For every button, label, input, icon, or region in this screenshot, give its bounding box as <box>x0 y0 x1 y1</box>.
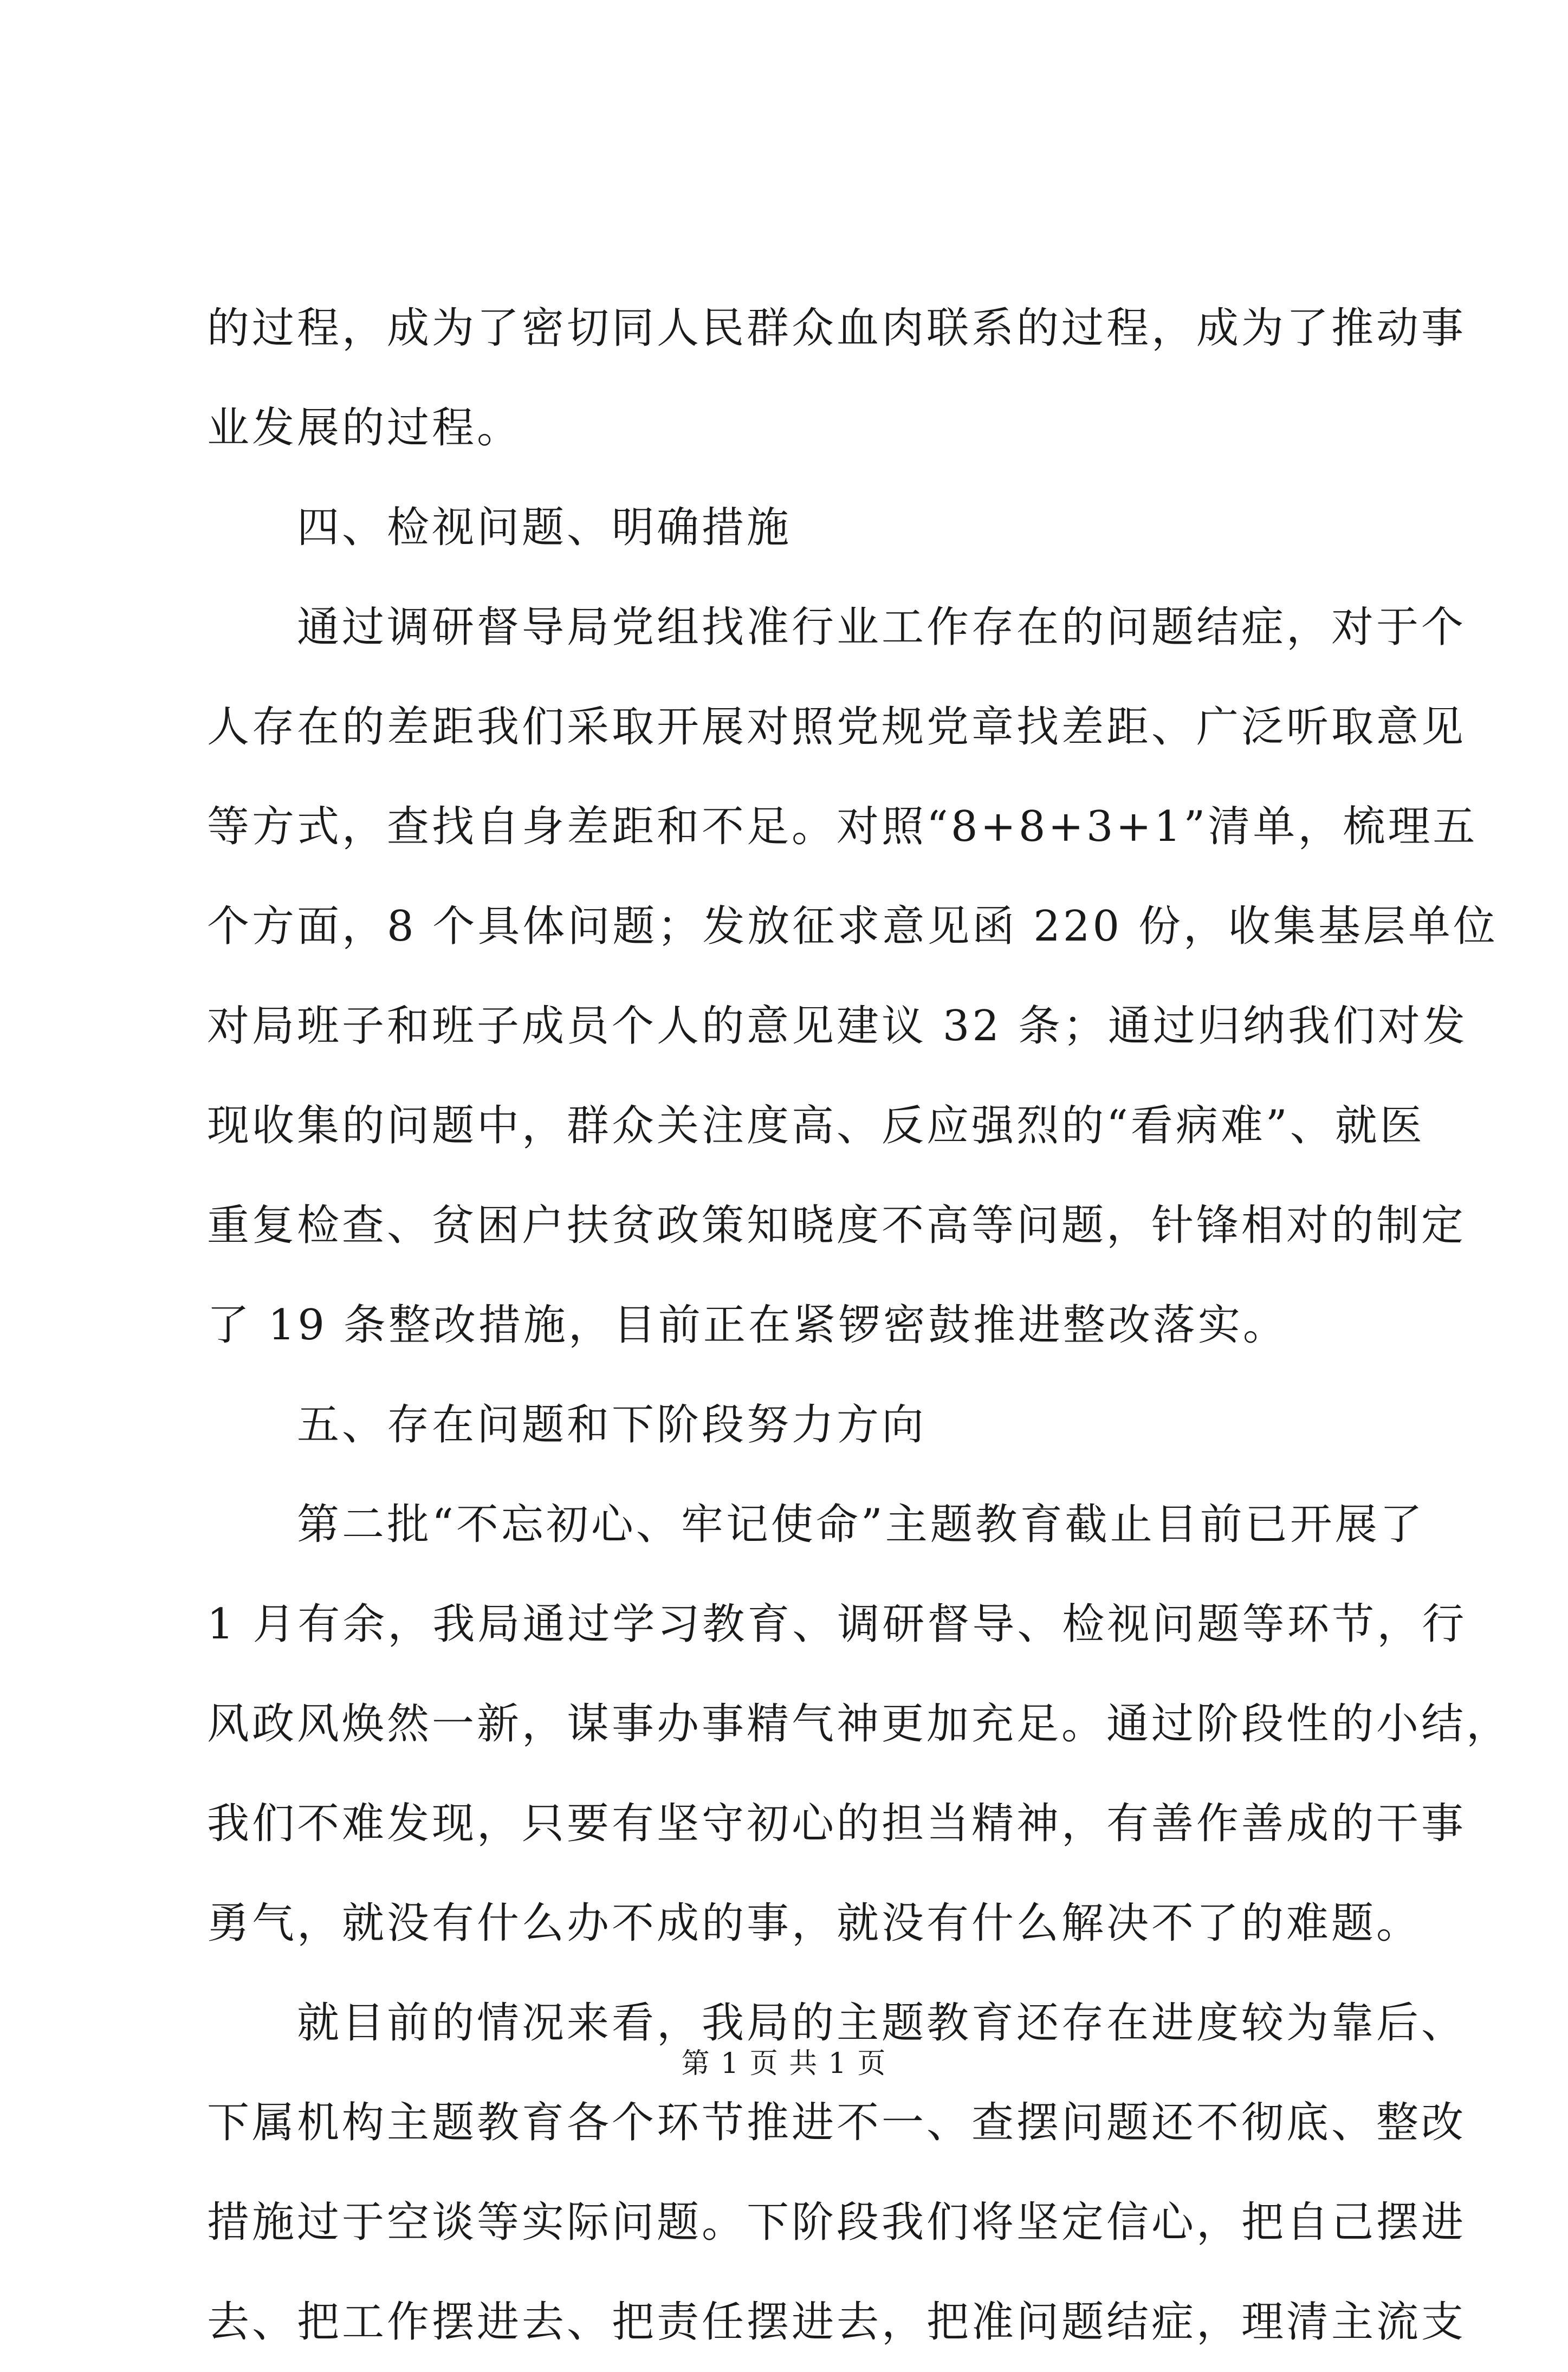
text-line: 我们不难发现，只要有坚守初心的担当精神，有善作善成的干事 <box>207 1799 1467 1848</box>
text-line: 的过程，成为了密切同人民群众血肉联系的过程，成为了推动事 <box>207 304 1467 353</box>
text-line: 个方面，8 个具体问题；发放征求意见函 220 份，收集基层单位 <box>207 902 1498 951</box>
text-line: 就目前的情况来看，我局的主题教育还存在进度较为靠后、 <box>207 1999 1467 2047</box>
text-line: 重复检查、贫困户扶贫政策知晓度不高等问题，针锋相对的制定 <box>207 1201 1467 1250</box>
text-line: 风政风焕然一新，谋事办事精气神更加充足。通过阶段性的小结， <box>207 1700 1512 1748</box>
text-line: 人存在的差距我们采取开展对照党规党章找差距、广泛听取意见 <box>207 703 1467 751</box>
section-heading: 五、存在问题和下阶段努力方向 <box>207 1401 927 1449</box>
text-line: 通过调研督导局党组找准行业工作存在的问题结症，对于个 <box>207 603 1467 652</box>
text-line: 业发展的过程。 <box>207 404 522 452</box>
section-heading: 四、检视问题、明确措施 <box>207 503 792 552</box>
text-line: 勇气，就没有什么办不成的事，就没有什么解决不了的难题。 <box>207 1899 1422 1948</box>
text-line: 下属机构主题教育各个环节推进不一、查摆问题还不彻底、整改 <box>207 2098 1467 2147</box>
text-line: 对局班子和班子成员个人的意见建议 32 条；通过归纳我们对发 <box>207 1002 1468 1051</box>
text-line: 等方式，查找自身差距和不足。对照“8+8+3+1”清单，梳理五 <box>207 802 1478 851</box>
text-line: 了 19 条整改措施，目前正在紧锣密鼓推进整改落实。 <box>207 1301 1288 1350</box>
text-line: 现收集的问题中，群众关注度高、反应强烈的“看病难”、就医 <box>207 1101 1425 1150</box>
text-line: 第二批“不忘初心、牢记使命”主题教育截止目前已开展了 <box>207 1500 1425 1549</box>
page-number-footer: 第 1 页 共 1 页 <box>681 2047 887 2080</box>
text-line: 1 月有余，我局通过学习教育、调研督导、检视问题等环节，行 <box>207 1600 1467 1649</box>
text-line: 措施过于空谈等实际问题。下阶段我们将坚定信心，把自己摆进 <box>207 2198 1467 2247</box>
text-line: 去、把工作摆进去、把责任摆进去，把准问题结症，理清主流支 <box>207 2298 1467 2347</box>
